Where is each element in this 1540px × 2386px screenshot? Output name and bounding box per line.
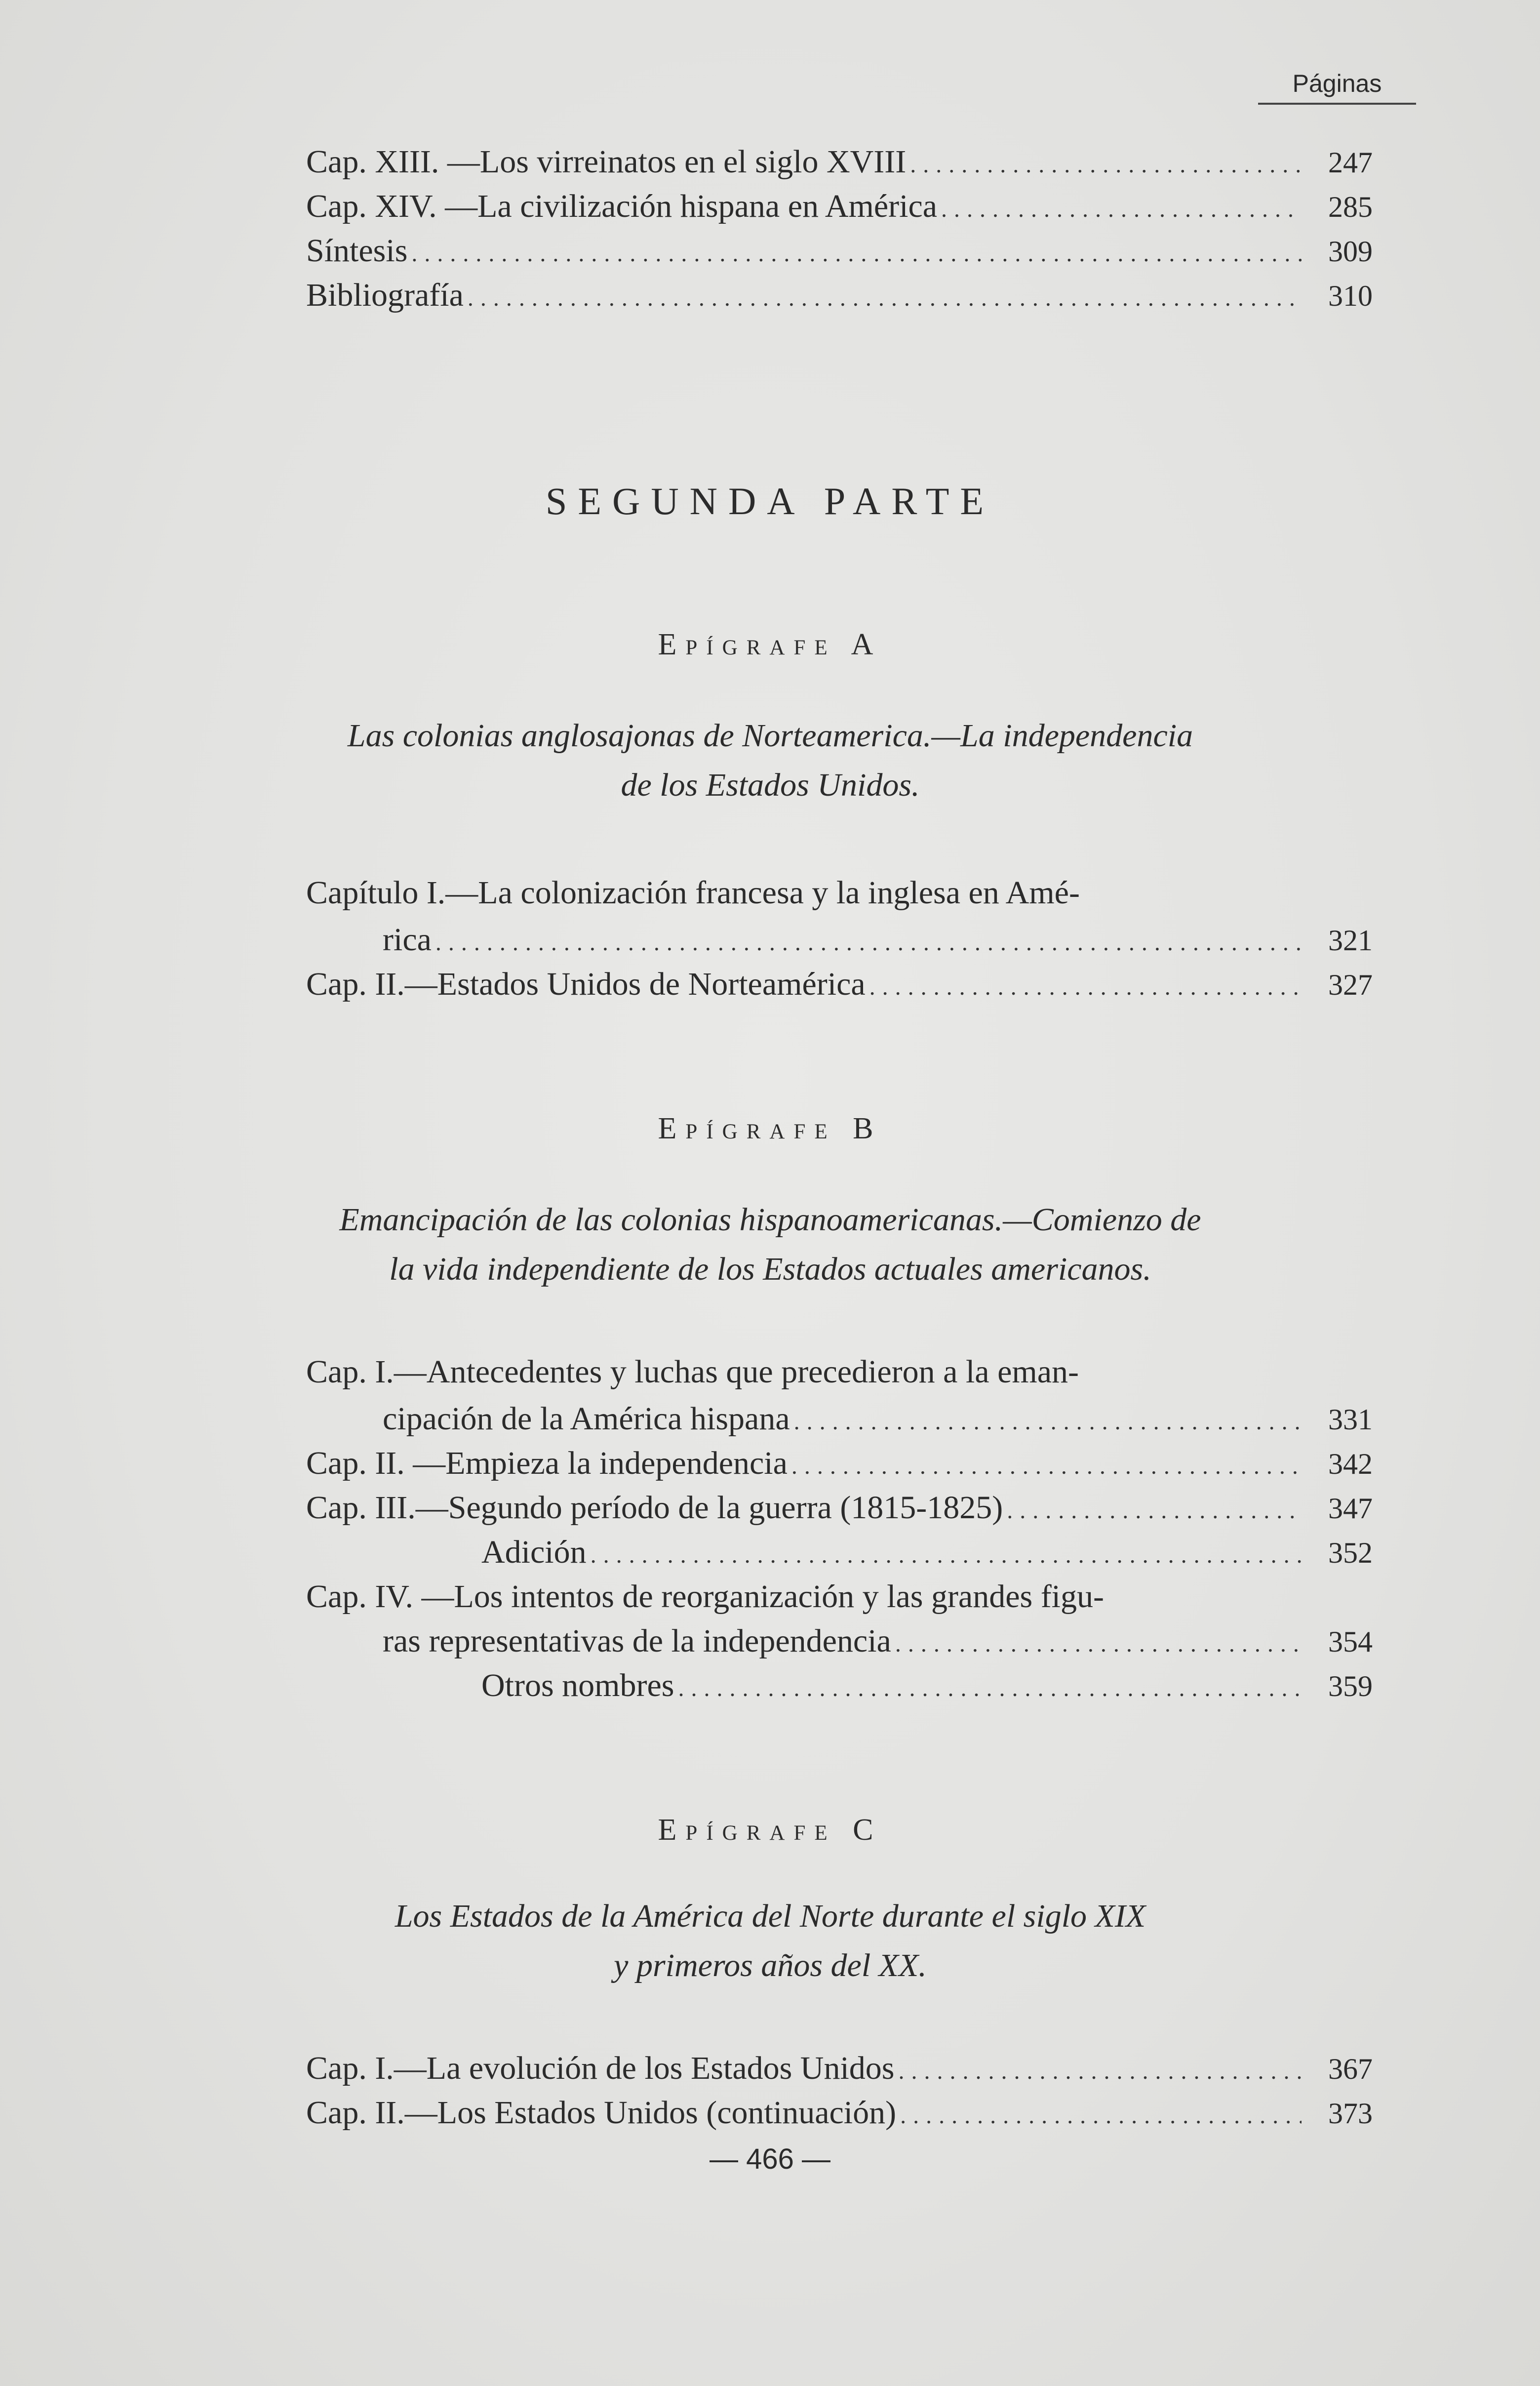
epigrafe-c-title: Epígrafe C (658, 1813, 882, 1847)
subtitle-line: Las colonias anglosajonas de Norteamerica.—La independencia (347, 718, 1193, 754)
toc-entry (306, 232, 1373, 272)
toc-entry (481, 1667, 1373, 1706)
toc-entry (383, 1400, 1373, 1440)
leader-dots (435, 929, 1302, 956)
leader-dots (591, 1541, 1302, 1569)
subtitle-line: y primeros años del XX. (614, 1947, 927, 1983)
paginas-header: Páginas (1258, 69, 1416, 105)
toc-entry-page: 309 (1328, 235, 1373, 268)
subtitle-line: la vida independiente de los Estados actuales americanos. (389, 1251, 1151, 1287)
toc-entry-page: 367 (1328, 2053, 1373, 2085)
toc-entry (306, 2094, 1373, 2134)
epigrafe-b-title: Epígrafe B (658, 1112, 882, 1145)
leader-dots (941, 196, 1302, 223)
toc-entry-text: Bibliografía (306, 277, 464, 313)
toc-entry (306, 188, 1373, 227)
toc-entry (306, 966, 1373, 1005)
toc-entry-text: ras representativas de la independencia (383, 1623, 891, 1659)
toc-entry-page: 327 (1328, 969, 1373, 1001)
leader-dots (468, 284, 1302, 312)
part-title: SEGUNDA PARTE (545, 480, 995, 523)
leader-dots (900, 2102, 1302, 2129)
subtitle-line: Los Estados de la América del Norte durante el siglo XIX (395, 1898, 1146, 1934)
toc-entry-text: cipación de la América hispana (383, 1401, 790, 1437)
toc-entry-text: Cap. II.—Los Estados Unidos (continuación) (306, 2095, 897, 2131)
epigrafe-b-subtitle (276, 1195, 1264, 1294)
toc-entry (383, 1622, 1373, 1662)
toc-entry (383, 921, 1373, 961)
leader-dots (895, 1630, 1302, 1658)
subtitle-line: de los Estados Unidos. (621, 767, 920, 803)
toc-entry-text: Adición (481, 1534, 587, 1570)
leader-dots (1007, 1497, 1302, 1524)
toc-entry-page: 352 (1328, 1537, 1373, 1569)
leader-dots (910, 151, 1302, 178)
toc-entry (306, 1445, 1373, 1484)
toc-entry (481, 1534, 1373, 1573)
toc-entry-page: 373 (1328, 2097, 1373, 2130)
leader-dots (791, 1453, 1302, 1480)
toc-entry-page: 359 (1328, 1670, 1373, 1702)
leader-dots (869, 973, 1302, 1001)
toc-entry-text: Cap. II. —Empieza la independencia (306, 1445, 788, 1481)
leader-dots (898, 2058, 1302, 2085)
toc-entry-text: Cap. XIII. —Los virreinatos en el siglo XVIII (306, 144, 907, 180)
toc-entry-text: Cap. II.—Estados Unidos de Norteamérica (306, 966, 866, 1002)
epigrafe-a-subtitle (276, 711, 1264, 810)
toc-entry-text: Cap. I.—La evolución de los Estados Unidos (306, 2050, 895, 2086)
toc-entry-page: 354 (1328, 1625, 1373, 1658)
toc-entry-text: rica (383, 922, 432, 958)
page-number: — 466 — (710, 2143, 830, 2175)
toc-entry-text: Cap. I.—Antecedentes y luchas que precedieron a la eman- (306, 1354, 1079, 1390)
toc-entry (306, 143, 1373, 183)
toc-entry-text: Cap. III.—Segundo período de la guerra (1815-1825) (306, 1490, 1003, 1526)
toc-entry-text: Síntesis (306, 233, 408, 269)
toc-entry-page: 285 (1328, 191, 1373, 223)
leader-dots (794, 1408, 1302, 1435)
toc-entry-page: 310 (1328, 280, 1373, 312)
toc-entry-page: 331 (1328, 1403, 1373, 1436)
toc-entry (306, 2050, 1373, 2089)
toc-entry-text: Capítulo I.—La colonización francesa y la inglesa en Amé- (306, 875, 1080, 911)
toc-entry-page: 321 (1328, 924, 1373, 957)
toc-entry-text: Cap. XIV. —La civilización hispana en América (306, 188, 938, 224)
toc-entry-text: Cap. IV. —Los intentos de reorganización y las grandes figu- (306, 1578, 1105, 1615)
toc-entry-text: Otros nombres (481, 1667, 674, 1703)
toc-entry-page: 342 (1328, 1448, 1373, 1480)
leader-dots (411, 240, 1302, 267)
toc-entry-page: 347 (1328, 1492, 1373, 1525)
epigrafe-a-title: Epígrafe A (658, 628, 882, 661)
toc-entry (306, 277, 1373, 316)
toc-entry (306, 1489, 1373, 1529)
subtitle-line: Emancipación de las colonias hispanoamericanas.—Comienzo de (339, 1202, 1201, 1238)
leader-dots (678, 1675, 1302, 1702)
toc-entry-page: 247 (1328, 146, 1373, 179)
epigrafe-c-subtitle (276, 1892, 1264, 1990)
